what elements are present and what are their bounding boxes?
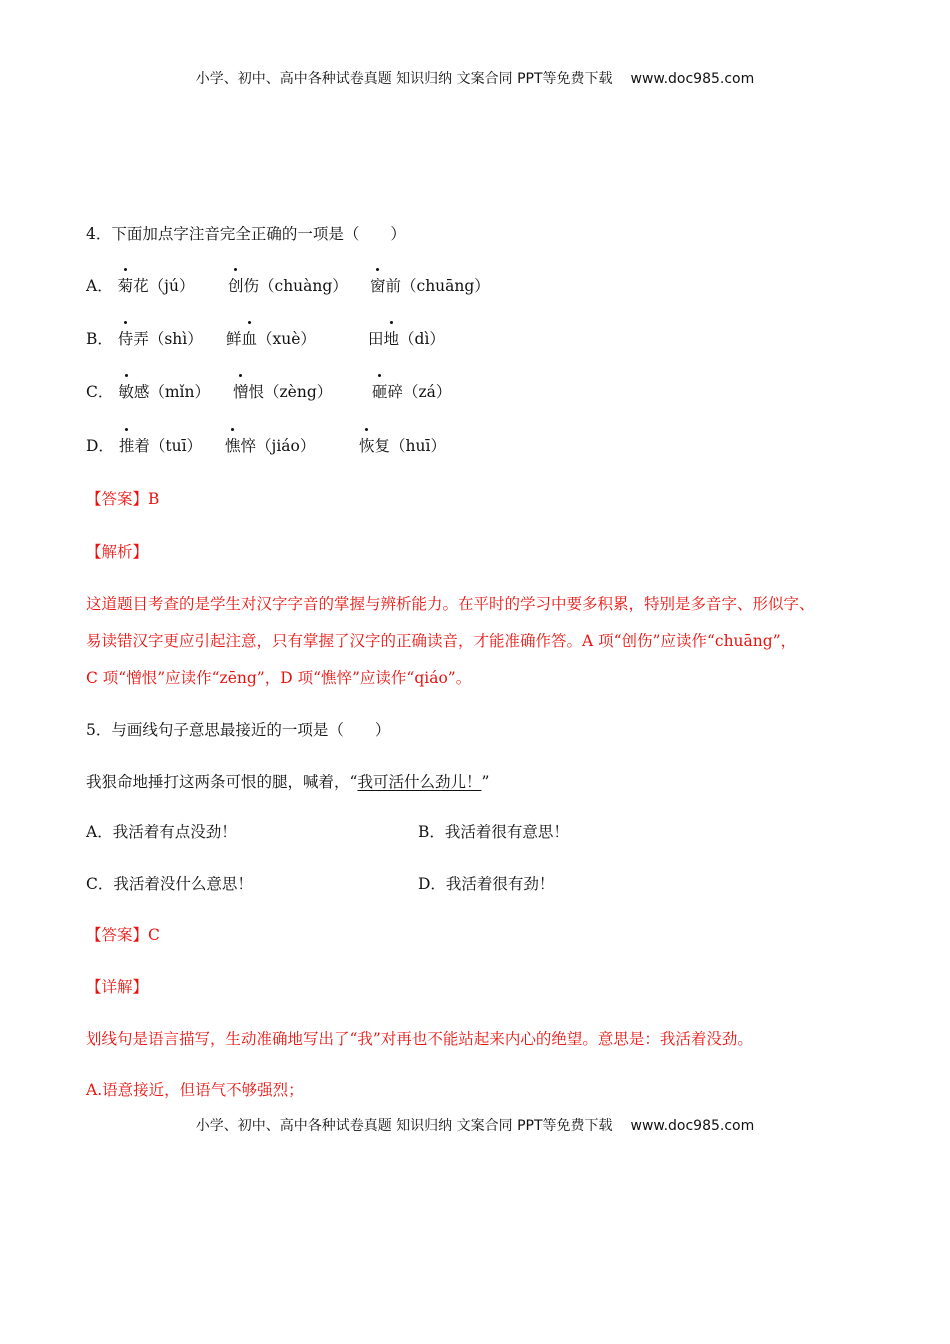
q4-answer: 【答案】B (86, 490, 160, 508)
q4-option-a-item3 (370, 274, 490, 296)
option-item (118, 383, 210, 401)
q4-analysis-line-3: C 项“憎恨”应读作“zēng”，D 项“憔悴”应读作“qiáo”。 (86, 669, 472, 687)
q5-stem: 5．与画线句子意思最接近的一项是（ ） (86, 721, 391, 739)
item-text: 弄（shì） (133, 330, 203, 348)
dotted-char: 推 (119, 434, 135, 456)
q4-stem: 4．下面加点字注音完全正确的一项是（ ） (86, 225, 406, 243)
footer-url[interactable]: www.doc985.com (630, 1118, 755, 1134)
dotted-char: 憎 (233, 380, 249, 402)
option-label: D． (86, 437, 114, 455)
item-text: 感（mǐn） (133, 383, 210, 401)
page-header (0, 68, 950, 88)
item-text: （dì） (399, 330, 445, 348)
q5-detail-line-2: A.语意接近，但语气不够强烈； (86, 1081, 304, 1099)
q4-option-b (86, 327, 203, 349)
q4-option-c-item2 (233, 380, 332, 402)
option-item (118, 277, 195, 295)
q4-option-d (86, 434, 202, 456)
dotted-char: 创 (228, 274, 244, 296)
item-text: 悴（jiáo） (240, 437, 316, 455)
q5-option-b: B．我活着很有意思！ (418, 823, 569, 841)
q5-option-d: D．我活着很有劲！ (418, 875, 555, 893)
sentence-suffix: ” (481, 773, 490, 791)
item-text: 着（tuī） (134, 437, 203, 455)
dotted-char: 憔 (225, 434, 241, 456)
item-text: 花（jú） (133, 277, 195, 295)
q4-option-b-item2 (226, 327, 316, 349)
q4-option-a (86, 274, 194, 296)
item-text: 碎（zá） (387, 383, 452, 401)
dotted-char: 地 (384, 327, 400, 349)
item-text: （xuè） (257, 330, 316, 348)
option-item (118, 330, 203, 348)
dotted-char: 血 (242, 327, 258, 349)
footer-text: 小学、初中、高中各种试卷真题 知识归纳 文案合同 PPT等免费下载 (195, 1118, 613, 1134)
option-label: B． (86, 330, 113, 348)
option-item (119, 437, 202, 455)
header-text: 小学、初中、高中各种试卷真题 知识归纳 文案合同 PPT等免费下载 (195, 71, 613, 87)
item-text: 复（huī） (374, 437, 446, 455)
page-footer (0, 1115, 950, 1135)
q4-option-d-item3 (359, 434, 446, 456)
q4-option-b-item3 (368, 327, 445, 349)
q5-option-a: A．我活着有点没劲！ (86, 823, 237, 841)
item-text: 恨（zèng） (248, 383, 333, 401)
dotted-char: 窗 (370, 274, 386, 296)
item-text: 前（chuāng） (385, 277, 490, 295)
dotted-char: 砸 (372, 380, 388, 402)
q4-option-a-item2 (228, 274, 348, 296)
q5-detail-heading: 【详解】 (86, 978, 149, 996)
item-text: 伤（chuàng） (243, 277, 348, 295)
q5-sentence (86, 770, 489, 792)
dotted-char: 菊 (118, 274, 134, 296)
underlined-sentence: 我可活什么劲儿！ (357, 773, 482, 791)
q5-option-c: C．我活着没什么意思！ (86, 875, 253, 893)
q4-option-d-item2 (225, 434, 315, 456)
dotted-char: 敏 (118, 380, 134, 402)
dotted-char: 侍 (118, 327, 134, 349)
option-label: A． (86, 277, 113, 295)
q5-detail-line-1: 划线句是语言描写，生动准确地写出了“我”对再也不能站起来内心的绝望。意思是：我活着没劲。 (86, 1030, 753, 1048)
q4-analysis-line-2: 易读错汉字更应引起注意，只有掌握了汉字的正确读音，才能准确作答。A 项“创伤”应读作“chuāng”， (86, 632, 797, 650)
item-prefix: 田 (368, 330, 384, 348)
dotted-char: 恢 (359, 434, 375, 456)
option-label: C． (86, 383, 114, 401)
q4-analysis-line-1: 这道题目考查的是学生对汉字字音的掌握与辨析能力。在平时的学习中要多积累，特别是多音字、形似字、 (86, 595, 815, 613)
q4-option-c (86, 380, 210, 402)
q4-analysis-heading: 【解析】 (86, 543, 149, 561)
header-url[interactable]: www.doc985.com (630, 71, 755, 87)
sentence-prefix: 我狠命地捶打这两条可恨的腿，喊着，“ (86, 773, 358, 791)
item-prefix: 鲜 (226, 330, 242, 348)
q5-answer: 【答案】C (86, 926, 160, 944)
q4-option-c-item3 (372, 380, 451, 402)
